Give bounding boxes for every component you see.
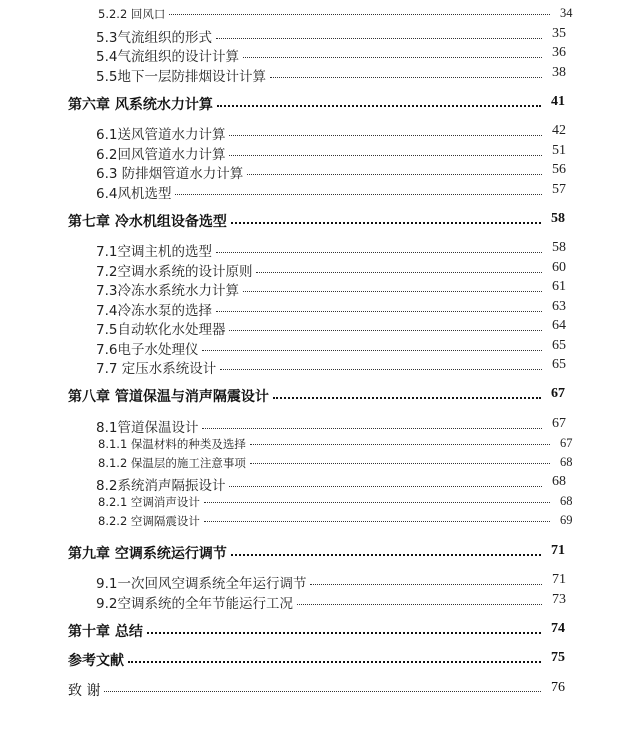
dot-leader (175, 185, 542, 199)
toc-entry-title: 8.1.1 保温材料的种类及选择 (98, 437, 246, 451)
toc-section-entry[interactable] (96, 143, 566, 163)
toc-page-number: 73 (552, 592, 566, 607)
dot-leader (169, 7, 550, 19)
dot-leader (243, 282, 542, 296)
toc-chapter-entry[interactable] (68, 94, 565, 114)
toc-page-number: 69 (560, 513, 573, 527)
toc-subsection-entry[interactable] (98, 513, 573, 529)
toc-page-number: 67 (551, 386, 565, 401)
dot-leader (204, 514, 550, 526)
toc-entry-title: 9.1一次回风空调系统全年运行调节 (96, 576, 307, 592)
toc-page-number: 71 (552, 572, 566, 587)
dot-leader (220, 360, 542, 374)
dot-leader (202, 419, 542, 433)
toc-page-number: 35 (552, 26, 566, 41)
dot-leader (229, 477, 542, 491)
dot-leader (231, 544, 541, 558)
toc-section-entry[interactable] (96, 162, 566, 182)
toc-entry-title: 7.5自动软化水处理器 (96, 322, 226, 338)
toc-entry-title: 5.3气流组织的形式 (96, 30, 212, 46)
toc-entry-title: 8.1管道保温设计 (96, 420, 199, 436)
dot-leader (229, 146, 542, 160)
toc-section-entry[interactable] (96, 279, 566, 299)
toc-section-entry[interactable] (96, 474, 566, 494)
toc-entry-title: 第九章 空调系统运行调节 (68, 546, 227, 562)
toc-entry-title: 5.2.2 回风口 (98, 7, 166, 21)
toc-page-number: 71 (551, 543, 565, 558)
dot-leader (229, 126, 542, 140)
toc-section-entry[interactable] (96, 45, 566, 65)
toc-subsection-entry[interactable] (98, 436, 573, 452)
dot-leader (128, 651, 541, 665)
toc-page-number: 60 (552, 260, 566, 275)
dot-leader (247, 165, 542, 179)
dot-leader (204, 495, 550, 507)
dot-leader (250, 437, 550, 449)
toc-section-entry[interactable] (96, 240, 566, 260)
toc-section-entry[interactable] (96, 416, 566, 436)
toc-entry-title: 5.4气流组织的设计计算 (96, 49, 239, 65)
toc-chapter-entry[interactable] (68, 543, 565, 563)
toc-page-number: 75 (551, 650, 565, 665)
toc-entry-title: 致 谢 (68, 683, 101, 699)
toc-page-number: 64 (552, 318, 566, 333)
dot-leader (270, 68, 542, 82)
toc-entry-title: 第八章 管道保温与消声隔震设计 (68, 389, 269, 405)
toc-page-number: 58 (551, 211, 565, 226)
dot-leader (216, 243, 542, 257)
toc-page-number: 57 (552, 182, 566, 197)
toc-page-number: 38 (552, 65, 566, 80)
toc-section-entry[interactable] (96, 65, 566, 85)
toc-chapter-entry[interactable] (68, 211, 565, 231)
toc-entry-title: 8.2系统消声隔振设计 (96, 478, 226, 494)
dot-leader (147, 622, 541, 636)
toc-section-entry[interactable] (96, 357, 566, 377)
toc-section-entry[interactable] (96, 123, 566, 143)
toc-page-number: 41 (551, 94, 565, 109)
dot-leader (250, 456, 550, 468)
toc-page-number: 65 (552, 357, 566, 372)
toc-entry-title: 7.2空调水系统的设计原则 (96, 264, 253, 280)
toc-subsection-entry[interactable] (98, 6, 573, 22)
toc-page-number: 61 (552, 279, 566, 294)
toc-subsection-entry[interactable] (98, 455, 573, 471)
toc-entry-title: 8.2.1 空调消声设计 (98, 495, 200, 509)
dot-leader (256, 263, 542, 277)
toc-entry-title: 6.1送风管道水力计算 (96, 127, 226, 143)
toc-section-entry[interactable] (96, 260, 566, 280)
toc-entry-title: 7.3冷冻水系统水力计算 (96, 283, 239, 299)
toc-page-number: 58 (552, 240, 566, 255)
toc-entry-title: 7.6电子水处理仪 (96, 342, 199, 358)
dot-leader (216, 302, 542, 316)
toc-entry-title: 第十章 总结 (68, 624, 143, 640)
toc-page-number: 67 (552, 416, 566, 431)
toc-chapter-entry[interactable] (68, 386, 565, 406)
toc-entry-title: 8.1.2 保温层的施工注意事项 (98, 456, 246, 470)
toc-entry-title: 7.4冷冻水泵的选择 (96, 303, 212, 319)
toc-section-entry[interactable] (96, 338, 566, 358)
toc-entry-title: 6.4风机选型 (96, 186, 172, 202)
dot-leader (229, 321, 542, 335)
toc-page-number: 65 (552, 338, 566, 353)
dot-leader (104, 681, 541, 695)
dot-leader (216, 29, 542, 43)
toc-page-number: 36 (552, 45, 566, 60)
toc-page-number: 67 (560, 436, 573, 450)
toc-page-number: 68 (560, 455, 573, 469)
toc-entry-title: 7.1空调主机的选型 (96, 244, 212, 260)
toc-page-number: 51 (552, 143, 566, 158)
toc-entry-title: 参考文献 (68, 653, 124, 669)
toc-entry-title: 9.2空调系统的全年节能运行工况 (96, 596, 293, 612)
toc-entry-title: 8.2.2 空调隔震设计 (98, 514, 200, 528)
toc-page-number: 42 (552, 123, 566, 138)
dot-leader (217, 95, 541, 109)
toc-entry-title: 第七章 冷水机组设备选型 (68, 214, 227, 230)
toc-section-entry[interactable] (96, 299, 566, 319)
toc-entry-title: 7.7 定压水系统设计 (96, 361, 217, 377)
toc-page-number: 74 (551, 621, 565, 636)
toc-section-entry[interactable] (96, 182, 566, 202)
toc-page-number: 68 (560, 494, 573, 508)
toc-section-entry[interactable] (96, 572, 566, 592)
toc-chapter-entry[interactable] (68, 650, 565, 670)
toc-entry-title: 6.3 防排烟管道水力计算 (96, 166, 244, 182)
dot-leader (231, 212, 541, 226)
toc-page-number: 63 (552, 299, 566, 314)
toc-page-number: 68 (552, 474, 566, 489)
toc-entry-title: 5.5地下一层防排烟设计计算 (96, 69, 266, 85)
toc-chapter-entry[interactable] (68, 621, 565, 641)
toc-section-entry[interactable] (96, 318, 566, 338)
toc-section-entry[interactable] (96, 592, 566, 612)
dot-leader (202, 341, 542, 355)
toc-entry-title: 第六章 风系统水力计算 (68, 97, 213, 113)
dot-leader (310, 575, 542, 589)
toc-chapter-entry[interactable] (68, 680, 565, 700)
toc-page-number: 34 (560, 6, 573, 20)
toc-page-number: 56 (552, 162, 566, 177)
toc-page-number: 76 (551, 680, 565, 695)
toc-entry-title: 6.2回风管道水力计算 (96, 147, 226, 163)
toc-section-entry[interactable] (96, 26, 566, 46)
dot-leader (273, 387, 541, 401)
dot-leader (297, 595, 542, 609)
dot-leader (243, 48, 542, 62)
toc-subsection-entry[interactable] (98, 494, 573, 510)
